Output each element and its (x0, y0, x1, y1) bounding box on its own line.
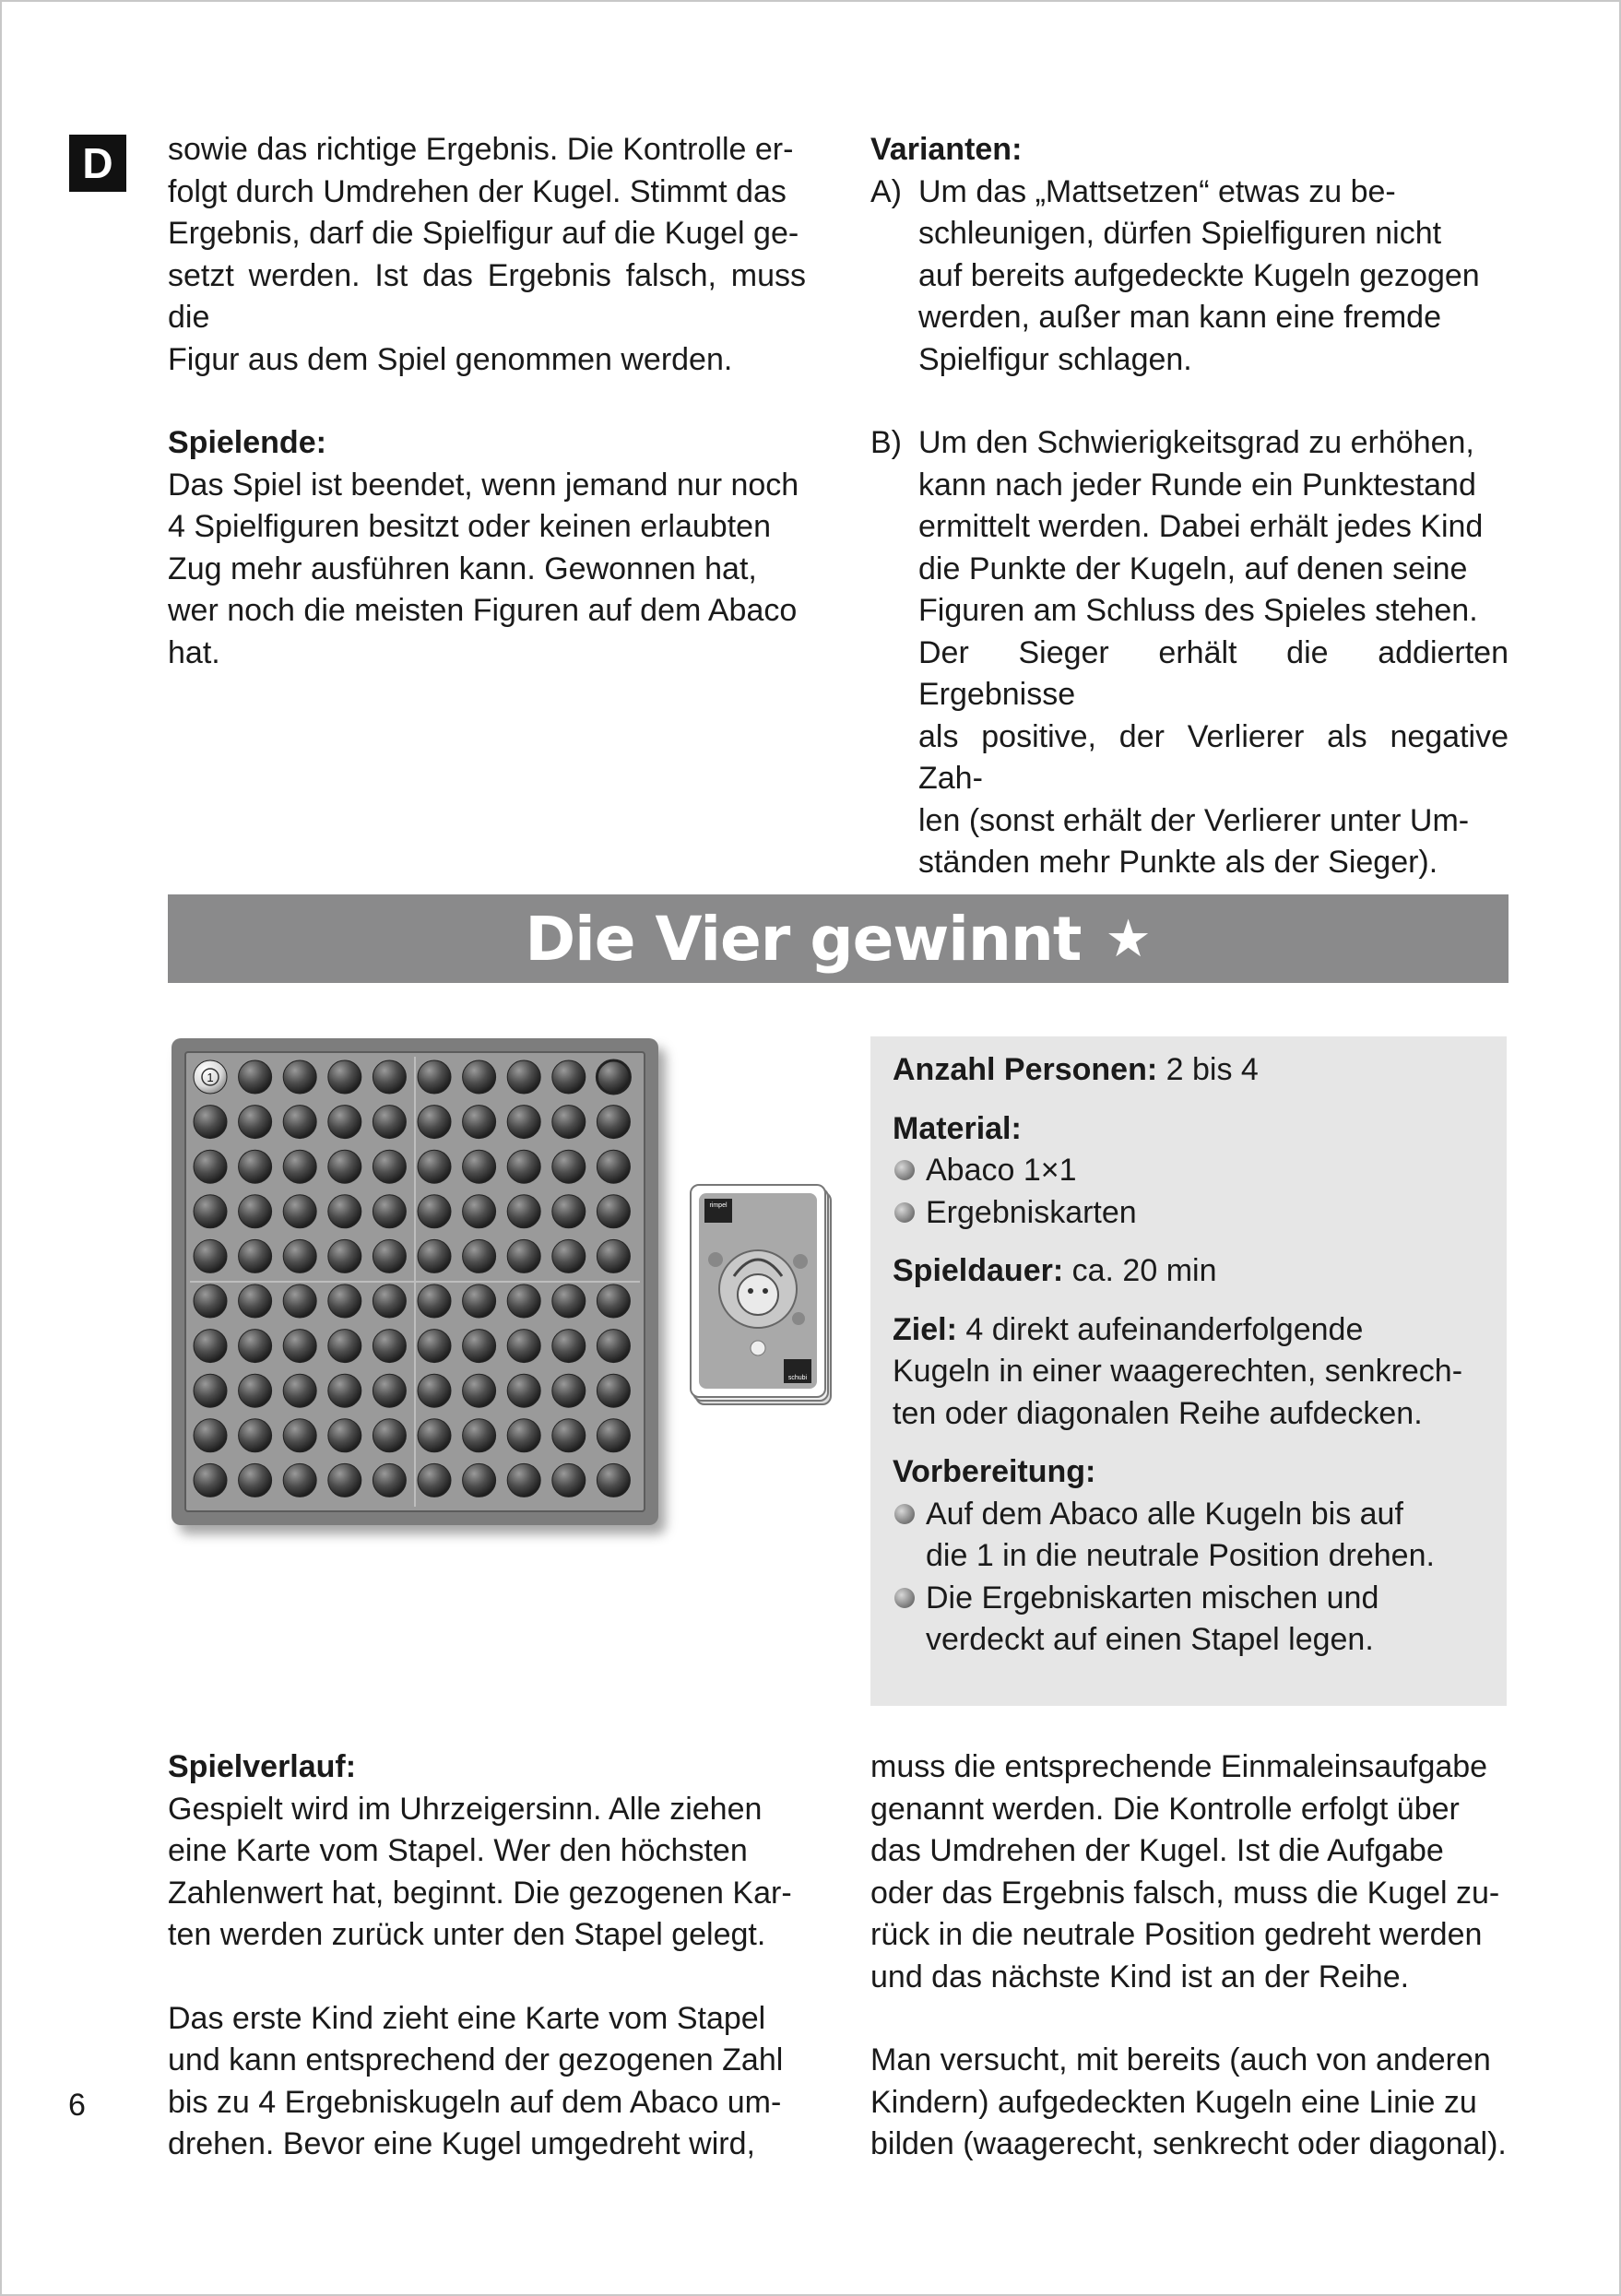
abaco-bead (373, 1330, 406, 1363)
card-character-eye (748, 1288, 753, 1294)
abaco-bead (373, 1239, 406, 1272)
text-line: auf bereits aufgedeckte Kugeln gezogen (918, 257, 1480, 293)
text-line: Gespielt wird im Uhrzeigersinn. Alle ziehen (168, 1791, 763, 1827)
text-line: bis zu 4 Ergebniskugeln auf dem Abaco um- (168, 2084, 782, 2120)
abaco-bead (283, 1195, 316, 1228)
control-paragraph (870, 1746, 1509, 1998)
text-line: und kann entsprechend der gezogenen Zahl (168, 2042, 784, 2077)
players-value: 2 bis 4 (1165, 1052, 1259, 1087)
text-line: ten oder diagonalen Reihe aufdecken. (893, 1395, 1423, 1431)
game-info-box (870, 1036, 1507, 1706)
card-artwork (692, 1186, 824, 1396)
abaco-bead (418, 1106, 451, 1139)
text-line: das Umdrehen der Kugel. Ist die Aufgabe (870, 1833, 1444, 1868)
abaco-bead (552, 1463, 586, 1497)
bottom-left-column (168, 1746, 806, 2166)
abaco-bead (463, 1374, 496, 1407)
preparation-block (893, 1451, 1485, 1662)
abaco-bead (552, 1150, 586, 1183)
abaco-bead (283, 1330, 316, 1363)
card-brand-bottom: schubi (787, 1375, 808, 1381)
abaco-bead (418, 1284, 451, 1318)
text-line: schleunigen, dürfen Spielfiguren nicht (918, 216, 1442, 251)
spielverlauf-paragraph (168, 1789, 806, 1957)
text-line: 4 direkt aufeinanderfolgende (965, 1311, 1364, 1347)
text-line: wer noch die meisten Figuren auf dem Abaco (168, 593, 798, 628)
abaco-bead (418, 1060, 451, 1094)
abaco-bead (373, 1150, 406, 1183)
abaco-bead (507, 1106, 540, 1139)
text-line: Figuren am Schluss des Spieles stehen. (918, 593, 1478, 628)
material-item (893, 1192, 1485, 1235)
abaco-bead (463, 1284, 496, 1318)
text-line: werden, außer man kann eine fremde (918, 300, 1441, 335)
abaco-bead (328, 1150, 361, 1183)
abaco-bead (597, 1330, 630, 1363)
text-line: verdeckt auf einen Stapel legen. (926, 1622, 1374, 1657)
spielende-paragraph (168, 465, 806, 675)
abaco-bead (552, 1374, 586, 1407)
abaco-bead (239, 1463, 272, 1497)
text-line: bilden (waagerecht, senkrecht oder diagonal). (870, 2126, 1507, 2161)
abaco-bead (418, 1463, 451, 1497)
abaco-bead (552, 1195, 586, 1228)
material-item-text: Abaco 1×1 (926, 1153, 1077, 1188)
abaco-bead (283, 1374, 316, 1407)
continuation-paragraph (168, 129, 806, 381)
abaco-bead (283, 1060, 316, 1094)
text-line: hat. (168, 634, 220, 670)
text-line: ermittelt werden. Dabei erhält jedes Kind (918, 509, 1484, 544)
abaco-bead (239, 1195, 272, 1228)
abaco-bead (194, 1374, 227, 1407)
abaco-bead (597, 1419, 630, 1452)
abaco-bead (283, 1239, 316, 1272)
spielende-heading: Spielende: (168, 425, 326, 460)
abaco-bead (597, 1106, 630, 1139)
line-paragraph (870, 2040, 1509, 2166)
abaco-bead (597, 1374, 630, 1407)
duration-row (893, 1250, 1485, 1293)
material-label: Material: (893, 1110, 1022, 1146)
abaco-bead (239, 1106, 272, 1139)
card-front (690, 1184, 826, 1398)
abaco-bead (373, 1463, 406, 1497)
variant-a (870, 172, 1509, 382)
goal-block (893, 1309, 1485, 1436)
abaco-bead (328, 1330, 361, 1363)
bead-bullet-icon (894, 1160, 915, 1180)
text-line: drehen. Bevor eine Kugel umgedreht wird, (168, 2126, 755, 2161)
abaco-bead (328, 1239, 361, 1272)
abaco-bead (597, 1150, 630, 1183)
abaco-bead (194, 1239, 227, 1272)
material-block (893, 1108, 1485, 1235)
text-line: eine Karte vom Stapel. Wer den höchsten (168, 1833, 748, 1868)
material-item-text: Ergebniskarten (926, 1194, 1137, 1230)
card-dot (793, 1254, 808, 1269)
abaco-bead (328, 1195, 361, 1228)
text-line: kann nach jeder Runde ein Punktestand (918, 467, 1476, 503)
text-line: Kindern) aufgedeckten Kugeln eine Linie zu (870, 2084, 1477, 2120)
abaco-bead (552, 1106, 586, 1139)
card-character-face (738, 1274, 778, 1315)
section-title: Die Vier gewinnt (525, 903, 1082, 975)
abaco-bead (552, 1284, 586, 1318)
abaco-bead (194, 1463, 227, 1497)
players-label: Anzahl Personen: (893, 1052, 1158, 1087)
abaco-bead (239, 1239, 272, 1272)
abaco-bead (239, 1419, 272, 1452)
abaco-bead (463, 1150, 496, 1183)
abaco-bead (194, 1150, 227, 1183)
abaco-bead (418, 1419, 451, 1452)
text-line: Das Spiel ist beendet, wenn jemand nur noch (168, 467, 799, 503)
abaco-bead (328, 1419, 361, 1452)
abaco-bead (239, 1374, 272, 1407)
text-line: len (sonst erhält der Verlierer unter Um- (918, 802, 1470, 838)
abaco-board-inner (184, 1051, 645, 1512)
text-line: muss die entsprechende Einmaleinsaufgabe (870, 1749, 1488, 1784)
card-brand-top: rimpel (709, 1202, 728, 1209)
text-line: als positive, der Verlierer als negative Zah- (918, 718, 1509, 796)
text-line: Die Ergebniskarten mischen und (926, 1580, 1379, 1615)
abaco-bead (597, 1239, 630, 1272)
abaco-bead (507, 1239, 540, 1272)
abaco-bead (552, 1330, 586, 1363)
variant-b (870, 422, 1509, 884)
abaco-bead (194, 1330, 227, 1363)
preparation-item (893, 1494, 1485, 1578)
text-line: die Punkte der Kugeln, auf denen seine (918, 550, 1468, 586)
text-line: 4 Spielfiguren besitzt oder keinen erlaubten (168, 509, 771, 544)
first-turn-paragraph (168, 1998, 806, 2166)
text-line: und das nächste Kind ist an der Reihe. (870, 1959, 1410, 1994)
abaco-bead (373, 1195, 406, 1228)
abaco-bead (597, 1060, 630, 1094)
abaco-bead (552, 1239, 586, 1272)
spielverlauf-heading: Spielverlauf: (168, 1749, 357, 1784)
abaco-bead (418, 1150, 451, 1183)
abaco-bead (463, 1463, 496, 1497)
material-item (893, 1150, 1485, 1192)
abaco-bead (194, 1419, 227, 1452)
abaco-bead (194, 1284, 227, 1318)
text-line: ständen mehr Punkte als der Sieger). (918, 845, 1438, 880)
abaco-bead (328, 1284, 361, 1318)
language-badge: D (69, 135, 126, 192)
varianten-heading: Varianten: (870, 132, 1023, 167)
bottom-right-column (870, 1746, 1509, 2166)
text-line: Kugeln in einer waagerechten, senkrech- (893, 1354, 1463, 1389)
abaco-bead (507, 1330, 540, 1363)
abaco-bead (507, 1419, 540, 1452)
page-number: 6 (68, 2088, 86, 2123)
abaco-bead (597, 1284, 630, 1318)
card-stack-illustration (690, 1184, 828, 1402)
abaco-bead (463, 1239, 496, 1272)
abaco-bead (239, 1060, 272, 1094)
bead-bullet-icon (894, 1588, 915, 1608)
card-character-eye (763, 1288, 768, 1294)
text-line: genannt werden. Die Kontrolle erfolgt über (870, 1791, 1460, 1827)
abaco-bead (239, 1150, 272, 1183)
text-line: Der Sieger erhält die addierten Ergebnisse (918, 634, 1509, 712)
abaco-bead (597, 1195, 630, 1228)
abaco-bead (418, 1239, 451, 1272)
card-dot (751, 1341, 765, 1355)
abaco-bead (283, 1419, 316, 1452)
abaco-bead (194, 1195, 227, 1228)
abaco-bead (507, 1150, 540, 1183)
text-line: Spielfigur schlagen. (918, 341, 1192, 377)
bead-bullet-icon (894, 1504, 915, 1524)
abaco-bead (418, 1330, 451, 1363)
goal-label: Ziel: (893, 1311, 957, 1347)
text-line: Um den Schwierigkeitsgrad zu erhöhen, (918, 425, 1474, 460)
abaco-bead (373, 1284, 406, 1318)
abaco-bead (328, 1463, 361, 1497)
text-line: setzt werden. Ist das Ergebnis falsch, muss die (168, 257, 806, 335)
abaco-bead (552, 1419, 586, 1452)
bead-number: 1 (207, 1071, 214, 1084)
abaco-beads (186, 1053, 644, 1510)
abaco-bead (239, 1330, 272, 1363)
text-line: folgt durch Umdrehen der Kugel. Stimmt das (168, 173, 787, 209)
abaco-bead (283, 1284, 316, 1318)
text-line: Auf dem Abaco alle Kugeln bis auf (926, 1496, 1403, 1532)
abaco-board-illustration (172, 1038, 658, 1525)
text-line: Ergebnis, darf die Spielfigur auf die Kugel ge- (168, 216, 799, 251)
duration-value: ca. 20 min (1071, 1253, 1217, 1288)
abaco-bead (373, 1419, 406, 1452)
card-dot (792, 1312, 805, 1325)
section-banner (168, 894, 1509, 983)
text-line: Man versucht, mit bereits (auch von anderen (870, 2042, 1491, 2077)
abaco-bead (463, 1330, 496, 1363)
abaco-bead (418, 1374, 451, 1407)
text-line: Das erste Kind zieht eine Karte vom Stapel (168, 2000, 766, 2036)
abaco-bead (507, 1463, 540, 1497)
abaco-bead (283, 1150, 316, 1183)
abaco-bead (597, 1463, 630, 1497)
text-line: Zug mehr ausführen kann. Gewonnen hat, (168, 550, 757, 586)
abaco-bead (552, 1060, 586, 1094)
abaco-bead (463, 1419, 496, 1452)
abaco-bead (194, 1106, 227, 1139)
abaco-bead (328, 1374, 361, 1407)
text-line: oder das Ergebnis falsch, muss die Kugel zu- (870, 1875, 1500, 1911)
abaco-bead (328, 1060, 361, 1094)
preparation-item (893, 1578, 1485, 1662)
text-line: rück in die neutrale Position gedreht werden (870, 1917, 1483, 1952)
text-line: ten werden zurück unter den Stapel gelegt. (168, 1917, 766, 1952)
duration-label: Spieldauer: (893, 1253, 1064, 1288)
preparation-label: Vorbereitung: (893, 1454, 1096, 1489)
abaco-bead (507, 1374, 540, 1407)
players-row (893, 1049, 1485, 1092)
variant-a-marker: A) (870, 173, 902, 209)
star-icon: ★ (1105, 909, 1152, 967)
top-right-column (870, 129, 1509, 884)
text-line: Um das „Mattsetzen“ etwas zu be- (918, 173, 1396, 209)
abaco-bead (373, 1106, 406, 1139)
top-left-column (168, 129, 806, 674)
text-line: die 1 in die neutrale Position drehen. (926, 1538, 1435, 1573)
abaco-bead (507, 1060, 540, 1094)
abaco-bead (373, 1374, 406, 1407)
abaco-bead (463, 1195, 496, 1228)
text-line: sowie das richtige Ergebnis. Die Kontrolle er- (168, 132, 794, 167)
bead-bullet-icon (894, 1202, 915, 1223)
abaco-bead (463, 1106, 496, 1139)
abaco-bead (507, 1284, 540, 1318)
abaco-bead (328, 1106, 361, 1139)
abaco-bead (239, 1284, 272, 1318)
abaco-bead (418, 1195, 451, 1228)
text-line: Zahlenwert hat, beginnt. Die gezogenen Kar- (168, 1875, 792, 1911)
abaco-bead (283, 1106, 316, 1139)
abaco-bead (463, 1060, 496, 1094)
abaco-bead (283, 1463, 316, 1497)
card-dot (708, 1252, 723, 1267)
text-line: Figur aus dem Spiel genommen werden. (168, 341, 733, 377)
variant-b-marker: B) (870, 425, 902, 460)
abaco-bead (373, 1060, 406, 1094)
abaco-bead (507, 1195, 540, 1228)
